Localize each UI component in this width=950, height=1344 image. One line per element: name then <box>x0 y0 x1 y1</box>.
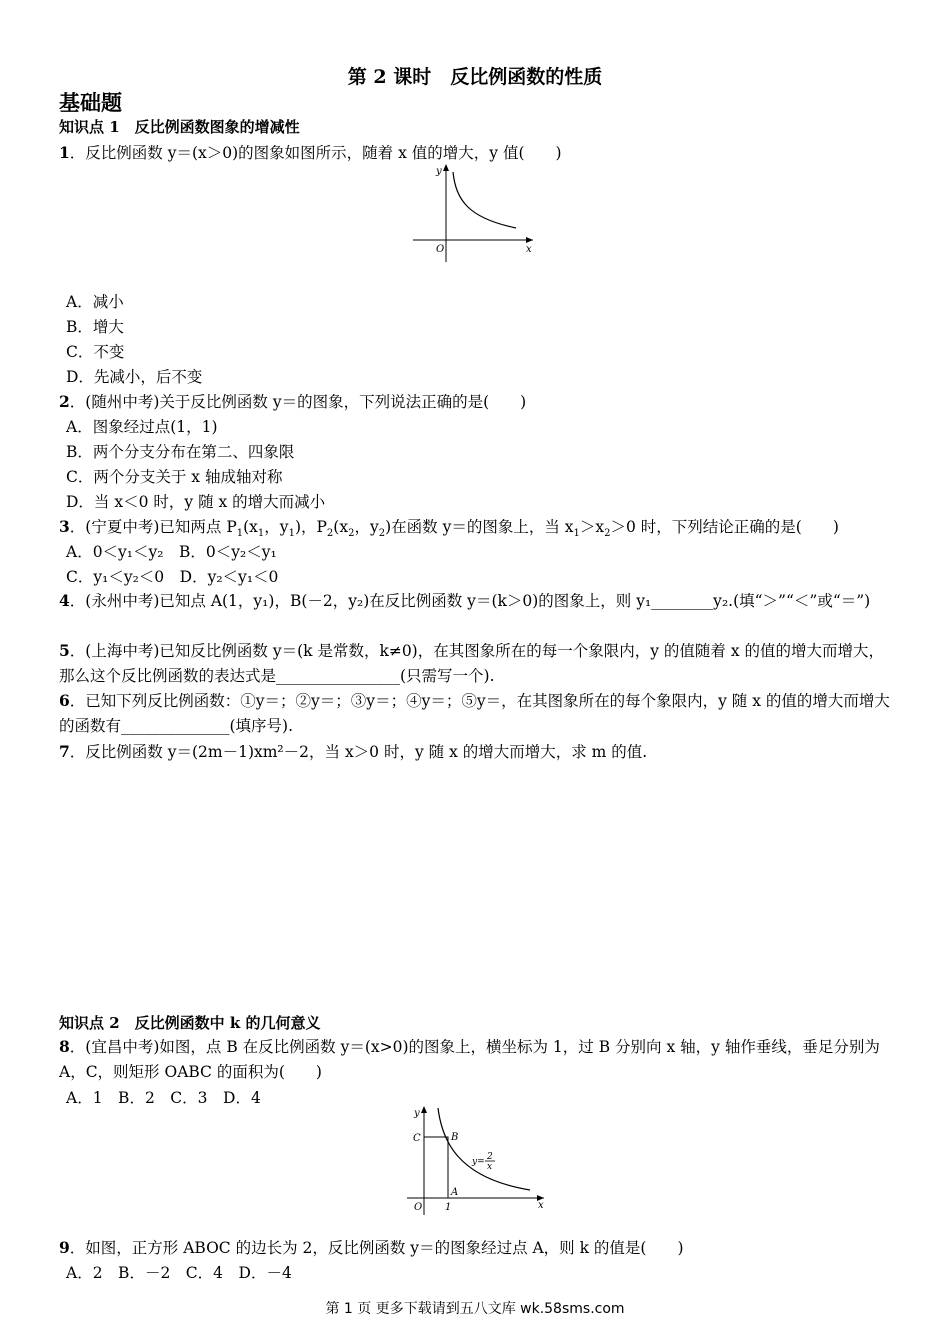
hyperbola-curve <box>453 172 516 228</box>
q3-text-part: ．(宁夏中考)已知两点 P <box>69 518 237 536</box>
q2-option-b: B．两个分支分布在第二、四象限 <box>66 443 295 461</box>
question-number: 8 <box>59 1037 70 1056</box>
question-number: 2 <box>59 392 70 411</box>
knowledge-point-1: 知识点 1 反比例函数图象的增减性 <box>59 118 300 136</box>
q3-text-part: (x <box>243 518 258 536</box>
page-title: 第 2 课时 反比例函数的性质 <box>347 66 603 88</box>
q1-option-b: B．增大 <box>66 318 124 336</box>
origin-label: O <box>436 244 445 255</box>
q1-option-d: D．先减小，后不变 <box>66 368 203 386</box>
question-text: ．(上海中考)已知反比例函数 y＝(k 是常数，k≠0)，在其图象所在的每一个象限内，y 的值随着 x 的值的增大而增大，那么这个反比例函数的表达式是________________(只需写一个). <box>59 642 885 685</box>
q3-text-part: ，y <box>264 518 289 536</box>
question-2 <box>59 390 526 412</box>
q3-text-part: (x <box>333 518 349 536</box>
question-text: ．(宜昌中考)如图，点 B 在反比例函数 y＝(x>0)的图象上，横坐标为 1，过 B 分别向 x 轴，y 轴作垂线，垂足分别为 A，C，则矩形 OABC 的面积为( ) <box>59 1038 880 1081</box>
q9-options: A．2 B．－2 C．4 D．－4 <box>66 1264 292 1282</box>
hyperbola-curve <box>438 1108 530 1190</box>
q2-option-a: A．图象经过点(1，1) <box>66 418 218 436</box>
point-a-label: A <box>451 1187 459 1198</box>
y-axis-arrow-icon <box>421 1106 427 1113</box>
q2-option-d: D．当 x＜0 时，y 随 x 的增大而减小 <box>66 493 326 511</box>
y-axis-arrow-icon <box>443 164 449 171</box>
q3-sub: 1 <box>236 528 244 540</box>
question-text: ．如图，正方形 ABOC 的边长为 2，反比例函数 y＝的图象经过点 A，则 k 的值是( ) <box>69 1239 684 1257</box>
question-text: ．已知下列反比例函数：①y＝；②y＝；③y＝；④y＝；⑤y＝，在其图象所在的每个象限内，y 随 x 的值的增大而增大的函数有______________(填序号). <box>59 692 890 735</box>
function-denominator: x <box>487 1162 493 1172</box>
question-5 <box>59 638 894 689</box>
question-6 <box>59 688 894 739</box>
q3-sub: 1 <box>573 528 580 540</box>
x-axis-label: x <box>538 1200 544 1211</box>
q3-options-ab: A．0＜y₁＜y₂ B．0＜y₂＜y₁ <box>66 543 277 561</box>
q3-text-part: )，P <box>294 518 327 536</box>
figure-1-hyperbola-graph <box>408 160 538 265</box>
question-text: ．(永州中考)已知点 A(1，y₁)，B(－2，y₂)在反比例函数 y＝(k＞0)的图象上，则 y₁________y₂.(填“＞”“＜”或“＝”) <box>69 592 871 610</box>
x-axis-label: x <box>526 244 532 255</box>
point-c-label: C <box>413 1133 421 1144</box>
question-9 <box>59 1236 684 1258</box>
q1-option-a: A．减小 <box>66 293 124 311</box>
q3-sub: 2 <box>378 528 386 540</box>
function-numerator: 2 <box>487 1152 493 1162</box>
q3-text-part: ，y <box>354 518 379 536</box>
question-number: 6 <box>59 691 70 710</box>
function-label: y= <box>472 1157 485 1167</box>
point-b-label: B <box>451 1132 459 1143</box>
tick-one-label: 1 <box>445 1202 452 1213</box>
section-heading: 基础题 <box>59 90 122 115</box>
q3-text-part: ＞0 时，下列结论正确的是( ) <box>610 518 839 536</box>
rectangle-oabc <box>424 1137 448 1198</box>
question-number: 7 <box>59 742 70 761</box>
question-number: 5 <box>59 641 70 660</box>
q3-sub: 1 <box>288 528 295 540</box>
q2-option-c: C．两个分支关于 x 轴成轴对称 <box>66 468 283 486</box>
page-footer: 第 1 页 更多下载请到五八文库 wk.58sms.com <box>325 1301 625 1317</box>
knowledge-point-2: 知识点 2 反比例函数中 k 的几何意义 <box>59 1014 321 1032</box>
question-8 <box>59 1034 894 1085</box>
q3-text-part: )在函数 y＝的图象上，当 x <box>385 518 574 536</box>
q1-option-c: C．不变 <box>66 343 125 361</box>
question-text: ．反比例函数 y＝(x＞0)的图象如图所示，随着 x 值的增大，y 值( ) <box>69 144 562 162</box>
q3-options-cd: C．y₁＜y₂＜0 D．y₂＜y₁＜0 <box>66 568 279 586</box>
origin-label: O <box>414 1202 423 1213</box>
question-4 <box>59 588 894 614</box>
q3-sub: 1 <box>257 528 265 540</box>
y-axis-label: y <box>414 1108 420 1119</box>
q8-options: A．1 B．2 C．3 D．4 <box>66 1089 261 1107</box>
x-axis-arrow-icon <box>526 237 533 243</box>
q3-text-part: ＞x <box>579 518 605 536</box>
question-3 <box>59 515 839 539</box>
y-axis-label: y <box>436 166 442 177</box>
question-number: 4 <box>59 591 70 610</box>
figure-2-rectangle-oabc-graph <box>402 1100 552 1220</box>
q3-sub: 2 <box>348 528 355 540</box>
q3-sub: 2 <box>604 528 611 540</box>
question-text: ．(随州中考)关于反比例函数 y＝的图象，下列说法正确的是( ) <box>69 393 527 411</box>
question-number: 9 <box>59 1238 70 1257</box>
question-number: 3 <box>59 517 70 536</box>
question-text: ．反比例函数 y＝(2m－1)xm²－2，当 x＞0 时，y 随 x 的增大而增大，求 m 的值. <box>69 743 648 761</box>
question-number: 1 <box>59 143 70 162</box>
question-7 <box>59 740 647 762</box>
q3-sub: 2 <box>326 528 334 540</box>
